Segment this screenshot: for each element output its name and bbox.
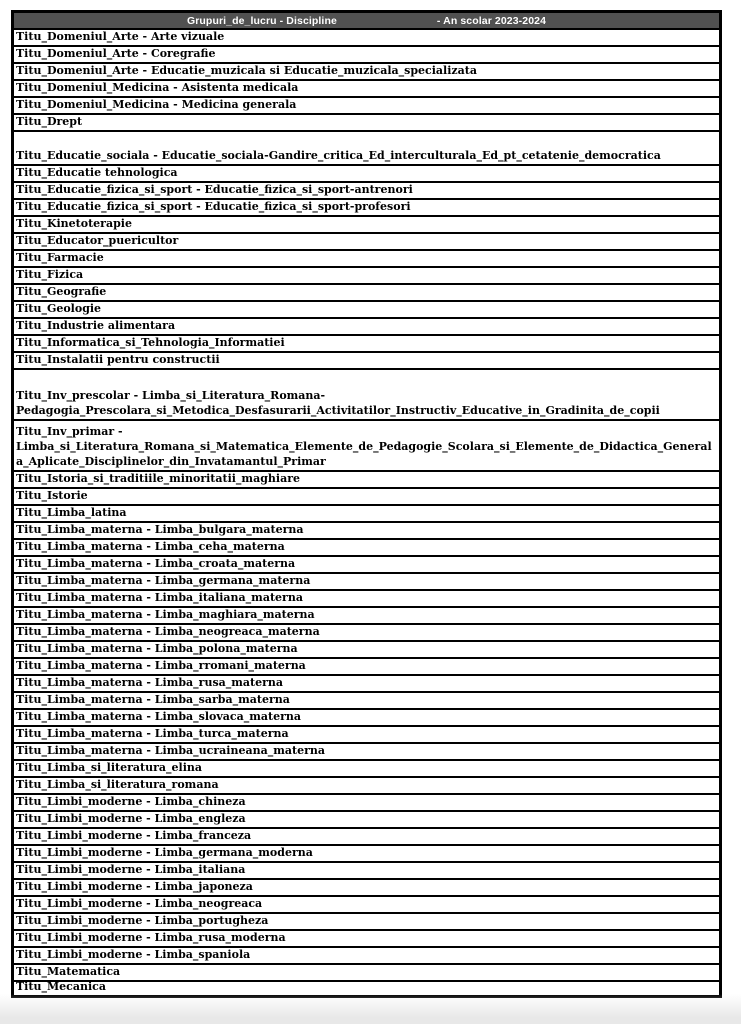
row-label: Titu_Informatica_si_Tehnologia_Informatiei — [16, 336, 285, 349]
row-label: Titu_Industrie alimentara — [16, 319, 176, 332]
row-label: Titu_Limba_materna - Limba_ucraineana_materna — [16, 744, 325, 757]
row-label: Titu_Limba_materna - Limba_slovaca_materna — [16, 710, 301, 723]
page-bottom-edge — [0, 994, 741, 1024]
table-header-school-year: - An scolar 2023-2024 — [436, 14, 547, 27]
table-row — [12, 419, 721, 470]
row-label: Titu_Limbi_moderne - Limba_spaniola — [16, 948, 251, 961]
row-label: Titu_Istorie — [16, 489, 88, 502]
table-row — [12, 810, 721, 827]
row-label: Titu_Fizica — [16, 268, 84, 281]
row-label: Titu_Instalatii pentru constructii — [16, 353, 220, 366]
row-label: Titu_Limba_si_literatura_romana — [16, 778, 219, 791]
row-label: Titu_Limba_materna - Limba_turca_materna — [16, 727, 289, 740]
row-label: Titu_Geografie — [16, 285, 107, 298]
row-label: Titu_Domeniul_Arte - Educatie_muzicala si Educatie_muzicala_specializata — [16, 64, 478, 77]
table-row — [12, 62, 721, 79]
row-label: Titu_Mecanica — [16, 980, 106, 993]
table-row — [12, 504, 721, 521]
row-label: Titu_Istoria_si_traditiile_minoritatii_maghiare — [16, 472, 300, 485]
table-row — [12, 946, 721, 963]
table-row — [12, 317, 721, 334]
table-row — [12, 181, 721, 198]
row-label: Titu_Limba_materna - Limba_ceha_materna — [16, 540, 285, 553]
table-row — [12, 266, 721, 283]
table-row — [12, 28, 721, 45]
row-label: Titu_Drept — [16, 115, 83, 128]
row-label: Titu_Limbi_moderne - Limba_neogreaca — [16, 897, 263, 910]
row-label: Titu_Limba_materna - Limba_bulgara_materna — [16, 523, 304, 536]
row-label: Titu_Limbi_moderne - Limba_portugheza — [16, 914, 269, 927]
row-label: Titu_Limbi_moderne - Limba_japoneza — [16, 880, 253, 893]
row-label: Titu_Inv_primar - Limba_si_Literatura_Romana_si_Matematica_Elemente_de_Pedagogie_Scolara_si_Elemente_de_Didactica_Generala_Aplicate_Disciplinelor_din_Invatamantul_Primar — [16, 425, 712, 468]
row-label: Titu_Limba_materna - Limba_germana_materna — [16, 574, 311, 587]
row-label: Titu_Limba_materna - Limba_croata_materna — [16, 557, 296, 570]
table-row — [12, 368, 721, 419]
table-row — [12, 606, 721, 623]
table-row — [12, 793, 721, 810]
table-row — [12, 45, 721, 62]
table-row — [12, 759, 721, 776]
row-label: Titu_Limba_materna - Limba_rromani_materna — [16, 659, 306, 672]
row-label: Titu_Limbi_moderne - Limba_rusa_moderna — [16, 931, 286, 944]
row-label: Titu_Limbi_moderne - Limba_germana_moderna — [16, 846, 313, 859]
row-label: Titu_Educatie_fizica_si_sport - Educatie_fizica_si_sport-profesori — [16, 200, 411, 213]
table-row — [12, 725, 721, 742]
row-label: Titu_Educator_puericultor — [16, 234, 179, 247]
table-row — [12, 232, 721, 249]
row-label: Titu_Limba_materna - Limba_sarba_materna — [16, 693, 290, 706]
row-label: Titu_Kinetoterapie — [16, 217, 132, 230]
table-header — [12, 11, 721, 28]
table-row — [12, 164, 721, 181]
table-row — [12, 844, 721, 861]
table-row — [12, 776, 721, 793]
table-header-title: Grupuri_de_lucru - Discipline — [186, 14, 337, 27]
table-row — [12, 113, 721, 130]
table-row — [12, 79, 721, 96]
table-row — [12, 572, 721, 589]
table-row — [12, 300, 721, 317]
table-row — [12, 283, 721, 300]
table-row — [12, 640, 721, 657]
table-row — [12, 878, 721, 895]
row-label: Titu_Limba_latina — [16, 506, 127, 519]
table-row — [12, 249, 721, 266]
row-label: Titu_Limbi_moderne - Limba_chineza — [16, 795, 246, 808]
row-label: Titu_Educatie tehnologica — [16, 166, 178, 179]
table-row — [12, 521, 721, 538]
table-row — [12, 334, 721, 351]
table-row — [12, 827, 721, 844]
table-row — [12, 861, 721, 878]
table-row — [12, 742, 721, 759]
row-label: Titu_Geologie — [16, 302, 102, 315]
table-row — [12, 589, 721, 606]
table-row — [12, 623, 721, 640]
table-row — [12, 912, 721, 929]
row-label: Titu_Educatie_fizica_si_sport - Educatie_fizica_si_sport-antrenori — [16, 183, 413, 196]
table-row — [12, 708, 721, 725]
table-row — [12, 674, 721, 691]
table-row — [12, 96, 721, 113]
table-row — [12, 691, 721, 708]
row-label: Titu_Limbi_moderne - Limba_franceza — [16, 829, 252, 842]
row-label: Titu_Limbi_moderne - Limba_engleza — [16, 812, 246, 825]
row-label: Titu_Educatie_sociala - Educatie_sociala-Gandire_critica_Ed_interculturala_Ed_pt_cetatenie_democratica — [16, 149, 661, 162]
table-row — [12, 130, 721, 164]
table-body — [12, 28, 721, 997]
table-row — [12, 487, 721, 504]
row-label: Titu_Limba_materna - Limba_rusa_materna — [16, 676, 284, 689]
row-label: Titu_Limba_materna - Limba_maghiara_materna — [16, 608, 315, 621]
table-row — [12, 963, 721, 980]
table-row — [12, 555, 721, 572]
row-label: Titu_Domeniul_Arte - Coregrafie — [16, 47, 216, 60]
row-label: Titu_Limba_materna - Limba_italiana_materna — [16, 591, 303, 604]
table-row — [12, 538, 721, 555]
row-label: Titu_Farmacie — [16, 251, 104, 264]
row-label: Titu_Limba_materna - Limba_neogreaca_materna — [16, 625, 320, 638]
table-row — [12, 215, 721, 232]
table-row — [12, 470, 721, 487]
row-label: Titu_Matematica — [16, 965, 121, 978]
table-row — [12, 929, 721, 946]
row-label: Titu_Limbi_moderne - Limba_italiana — [16, 863, 246, 876]
table-row — [12, 895, 721, 912]
row-label: Titu_Inv_prescolar - Limba_si_Literatura_Romana-Pedagogia_Prescolara_si_Metodica_Desfasurarii_Activitatilor_Instructiv_Educative_in_Gradinita_de_copii — [16, 389, 660, 417]
discipline-table — [11, 10, 722, 998]
row-label: Titu_Domeniul_Medicina - Medicina generala — [16, 98, 297, 111]
row-label: Titu_Limba_materna - Limba_polona_materna — [16, 642, 298, 655]
table-row — [12, 198, 721, 215]
row-label: Titu_Domeniul_Medicina - Asistenta medicala — [16, 81, 299, 94]
table-row — [12, 657, 721, 674]
table-row — [12, 980, 721, 997]
table-row — [12, 351, 721, 368]
row-label: Titu_Limba_si_literatura_elina — [16, 761, 203, 774]
row-label: Titu_Domeniul_Arte - Arte vizuale — [16, 30, 225, 43]
